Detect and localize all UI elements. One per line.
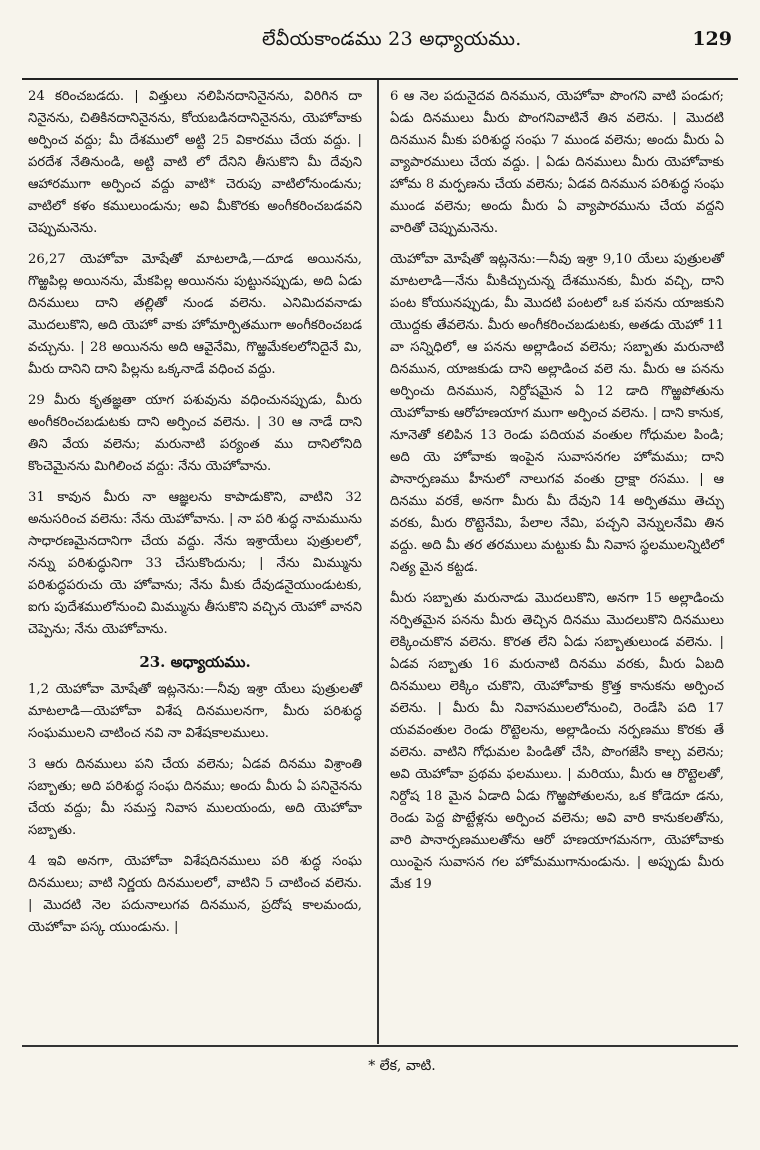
- right-paragraph-2: యెహోవా మోషేతో ఇట్లనెను:—నీవు ఇశ్రా 9,10 యేలు పుత్రులతో మాటలాడి—నేను మీకిచ్చుచున్న దేశమునకు, మీరు వచ్చి, దాని పంట కోయునప్పుడు, మీ మొదటి పంటలో ఒక పనను యాజకుని యొద్దకు తేవలెను. మీరు అంగీకరించబడుటకు, అతడు యెహో 11 వా సన్నిధిలో, ఆ పనను అల్లాడించ వలెను; సబ్బాతు మరునాటి దినమున, యాజకుడు దాని అల్లాడించ వలె ను. మీరు ఆ పనను అర్పించు దినమున, నిర్దోషమైన ఏ 12 డాది గొఱ్ఱపోతును యెహోవాకు ఆరోహణయాగ ముగా అర్పించ వలెను. | దాని కానుక, నూనెతో కలిపిన 13 రెండు పదియవ వంతుల గోధుమల పిండి; అది యె హోవాకు ఇంపైన సువాసనగల హోమము; దాని పానార్పణము హీనులో నాలుగవ వంతు ద్రాక్షా రసము. | ఆ దినము వరకే, అనగా మీరు మీ దేవుని 14 అర్పితము తెచ్చు వరకు, మీరు రొట్టెనేమి, పేలాల నేమి, పచ్చని వెన్నులనేమి తిన వద్దు. అది మీ తర తరములు మట్టుకు మీ నివాస స్థలములన్నిటిలో నిత్య మైన కట్టడ.: [390, 252, 724, 575]
- left-paragraph-7: 4 ఇవి అనగా, యెహోవా విశేషదినములు పరి శుద్ధ సంఘ దినములు; వాటి నిర్ణయ దినములలో, వాటిని 5 చాటించ వలెను. | మొదటి నెల పదునాలుగవ దినమున, ప్రదోష కాలమందు, యెహోవా పస్క యుండును. |: [28, 854, 362, 935]
- right-paragraph-3: మీరు సబ్బాతు మరునాడు మొదలుకొని, అనగా 15 అల్లాడించు నర్పితమైన పనను మీరు తెచ్చిన దినము మొదలుకొని దినములు లెక్కించుకొన వలెను. కొరత లేని ఏడు సబ్బాతులుండ వలెను. | ఏడవ సబ్బాతు 16 మరునాటి దినము వరకు, మీరు ఏబది దినములు లెక్కిం చుకొని, యెహోవాకు క్రొత్త కానుకను అర్పించ వలెను. | మీరు మీ నివాసములలోనుంచి, రెండేసి పది 17 యవవంతుల రెండు రొట్టెలను, అల్లాడించు నర్పణము కొరకు తే వలెను. వాటిని గోధుమల పిండితో చేసి, పొంగజేసి కాల్చ వలెను; అవి యెహోవా ప్రథమ ఫలములు. | మరియు, మీరు ఆ రొట్టెలతో, నిర్దోష 18 మైన ఏడాది ఏడు గొఱ్ఱపోతులను, ఒక కోడెదూ డను, రెండు పెద్ద పొట్టేళ్లను అర్పించ వలెను; అవి వారి కానుకలతోను, వారి పానార్పణములతోను ఆరో హణయాగమనగా, యెహోవాకు యింపైన సువాసన గల హోమముగానుండును. | అప్పుడు మీరు మేక 19: [390, 591, 724, 892]
- footnote: * లేక, వాటి.: [368, 1058, 436, 1074]
- header-rule: [22, 78, 738, 80]
- chapter-heading: 23. అధ్యాయము.: [139, 653, 251, 671]
- left-paragraph-4: 31 కావున మీరు నా ఆజ్ఞలను కాపాడుకొని, వాటిని 32 అనుసరించ వలెను: నేను యెహోవాను. | నా పరి శుద్ధ నామమును సాధారణమైనదానిగా చేయ వద్దు. నేను ఇశ్రాయేలు పుత్రులలో, నన్ను పరిశుద్ధునిగా 33 చేసుకొందును; | నేను మిమ్మును పరిశుద్ధపరుచు యె హోవాను; నేను మీకు దేవుడనైయుండుటకు, ఐగు పుదేశములోనుంచి మిమ్మును తీసుకొని వచ్చిన యెహో వానని చెప్పెను; నేను యెహోవాను.: [28, 490, 362, 637]
- right-paragraph-1: 6 ఆ నెల పదునైదవ దినమున, యెహోవా పొంగని వాటి పండుగ; ఏడు దినములు మీరు పొంగనివాటినే తిన వలెను. | మొదటి దినమున మీకు పరిశుద్ధ సంఘ 7 ముండ వలెను; అందు మీరు ఏ వ్యాపారములు చేయ వద్దు. | ఏడు దినములు మీరు యెహోవాకు హోమ 8 మర్పణను చేయ వలెను; ఏడవ దినమున పరిశుద్ధ సంఘ ముండ వలెను; అందు మీరు ఏ వ్యాపారమును చేయ వద్దని వారితో చెప్పుమనెను.: [390, 89, 724, 236]
- bible-page: [22, 0, 738, 1150]
- left-paragraph-6: 3 ఆరు దినములు పని చేయ వలెను; ఏడవ దినము విశ్రాంతి సబ్బాతు; అది పరిశుద్ధ సంఘ దినము; అందు మీరు ఏ పనినైనను చేయ వద్దు; మీ సమస్త నివాస ములయందు, అది యెహోవా సబ్బాతు.: [28, 757, 362, 838]
- left-paragraph-5: 1,2 యెహోవా మోషేతో ఇట్లనెను:—నీవు ఇశ్రా యేలు పుత్రులతో మాటలాడి—యెహోవా విశేష దినములనగా, మీరు పరిశుద్ధ సంఘములని చాటించ నవి నా విశేషకాలములు.: [28, 682, 362, 741]
- left-column: [28, 86, 362, 939]
- footer-rule: [22, 1045, 738, 1047]
- page-number: 129: [692, 28, 732, 50]
- page-header: [22, 22, 738, 62]
- left-paragraph-3: 29 మీరు కృతజ్ఞతా యాగ పశువును వధించునప్పుడు, మీరు అంగీకరించబడుటకు దాని అర్పించ వలెను. | 30 ఆ నాడే దాని తిని వేయ వలెను; మరునాటి పర్యంత ము దానిలోనిది కొంచెమైనను మిగిలించ వద్దు: నేను యెహోవాను.: [28, 393, 362, 474]
- left-paragraph-2: 26,27 యెహోవా మోషేతో మాటలాడి,—దూడ అయినను, గొఱ్ఱపిల్ల అయినను, మేకపిల్ల అయినను పుట్టునప్పుడు, అది ఏడు దినములు దాని తల్లితో నుండ వలెను. ఎనిమిదవనాడు మొదలుకొని, అది యెహో వాకు హోమార్పితముగా అంగీకరించబడ వచ్చును. | 28 అయినను అది ఆవైనేమి, గొఱ్ఱమేకలలోనిదైనే మి, మీరు దానిని దాని పిల్లను ఒక్కనాడే వధించ వద్దు.: [28, 252, 362, 377]
- running-title: లేవీయకాండము 23 అధ్యాయము.: [262, 28, 522, 50]
- left-paragraph-1: 24 కరించబడదు. | విత్తులు నలిపినదానినైనను, విరిగిన దా నినైనను, చితికినదానినైనను, కోయబడినదానినైనను, యెహోవాకు అర్పించ వద్దు; మీ దేశములో అట్టి 25 వికారము చేయ వద్దు. | పరదేశ నేతినుండి, అట్టి వాటి లో దేనిని తీసుకొని మీ దేవుని ఆహారముగా అర్పించ వద్దు వాటి* చెరుపు వాటిలోనుండును; వాటిలో కళం కములుండును; అవి మీకొరకు అంగీకరించబడవని చెప్పుమనెను.: [28, 89, 362, 236]
- right-column: [390, 86, 724, 896]
- column-divider: [377, 80, 379, 1044]
